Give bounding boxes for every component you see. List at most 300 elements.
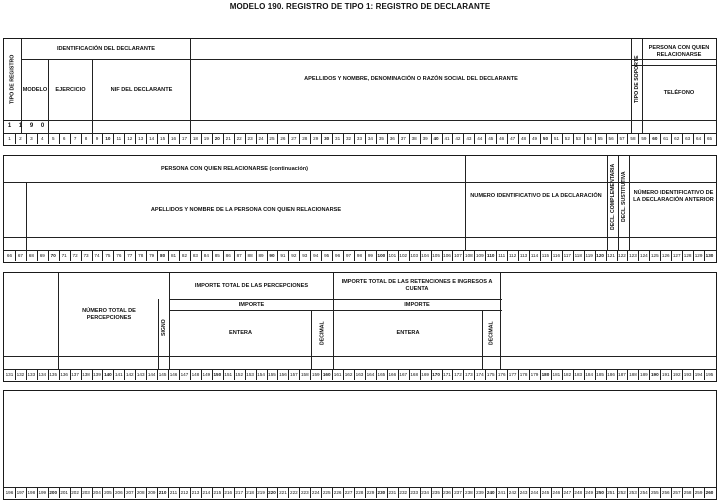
apellidos-persona-label: APELLIDOS Y NOMBRE DE LA PERSONA CON QUIEN RELACIONARSE bbox=[150, 206, 342, 213]
position-number: 78 bbox=[138, 253, 144, 258]
position-number: 164 bbox=[366, 372, 375, 377]
position-divider bbox=[649, 251, 650, 261]
position-number: 244 bbox=[530, 490, 539, 495]
position-number: 205 bbox=[104, 490, 112, 495]
apellidos-declarante-label: APELLIDOS Y NOMBRE, DENOMINACIÓN O RAZÓN SOCIAL DEL DECLARANTE bbox=[304, 76, 518, 82]
position-divider bbox=[212, 134, 213, 144]
position-divider bbox=[92, 488, 93, 498]
position-number: 184 bbox=[585, 372, 594, 377]
position-divider bbox=[245, 134, 246, 144]
position-divider bbox=[201, 488, 202, 498]
position-divider bbox=[288, 488, 289, 498]
position-divider bbox=[420, 251, 421, 261]
position-divider bbox=[59, 251, 60, 261]
modelo-label: MODELO bbox=[22, 86, 48, 93]
position-divider bbox=[179, 488, 180, 498]
position-number: 25 bbox=[269, 136, 275, 141]
position-divider bbox=[135, 488, 136, 498]
position-number: 36 bbox=[389, 136, 395, 141]
position-number: 156 bbox=[279, 372, 287, 377]
position-number: 141 bbox=[115, 372, 123, 377]
position-number: 76 bbox=[116, 253, 122, 258]
position-divider bbox=[376, 251, 377, 261]
position-number: 28 bbox=[302, 136, 308, 141]
position-numbers-row bbox=[4, 488, 715, 498]
position-divider bbox=[573, 488, 574, 498]
position-number: 219 bbox=[257, 490, 265, 495]
position-divider bbox=[310, 370, 311, 380]
position-divider bbox=[179, 134, 180, 144]
position-divider bbox=[627, 251, 628, 261]
position-number: 206 bbox=[115, 490, 123, 495]
position-divider bbox=[70, 134, 71, 144]
position-number: 82 bbox=[181, 253, 188, 258]
position-divider bbox=[693, 251, 694, 261]
position-divider bbox=[190, 134, 191, 144]
position-divider bbox=[442, 134, 443, 144]
position-divider bbox=[299, 134, 300, 144]
position-divider bbox=[157, 370, 158, 380]
importe-label-2: IMPORTE bbox=[404, 301, 430, 308]
position-number: 112 bbox=[508, 253, 517, 258]
position-number: 1 bbox=[8, 136, 11, 141]
position-divider bbox=[37, 488, 38, 498]
position-divider bbox=[584, 370, 585, 380]
position-number: 157 bbox=[290, 372, 298, 377]
position-number: 199 bbox=[38, 490, 47, 495]
position-divider bbox=[310, 251, 311, 261]
position-divider bbox=[201, 251, 202, 261]
position-number: 111 bbox=[498, 253, 506, 258]
position-number: 48 bbox=[521, 136, 527, 141]
position-divider bbox=[59, 488, 60, 498]
numero-identificativo-label: NUMERO IDENTIFICATIVO DE LA DECLARACIÓN bbox=[470, 193, 602, 199]
position-divider bbox=[81, 370, 82, 380]
importe-percepciones-label: IMPORTE TOTAL DE LAS PERCEPCIONES bbox=[194, 282, 309, 289]
position-number: 140 bbox=[104, 372, 112, 377]
position-divider bbox=[452, 488, 453, 498]
position-divider bbox=[234, 134, 235, 144]
position-divider bbox=[606, 488, 607, 498]
position-number: 24 bbox=[258, 136, 264, 141]
position-number: 149 bbox=[202, 372, 211, 377]
position-divider bbox=[223, 370, 224, 380]
position-divider bbox=[245, 370, 246, 380]
position-divider bbox=[70, 370, 71, 380]
position-number: 30 bbox=[324, 136, 330, 141]
identificacion-label: IDENTIFICACIÓN DEL DECLARANTE bbox=[56, 45, 156, 52]
position-divider bbox=[168, 488, 169, 498]
position-divider bbox=[540, 251, 541, 261]
position-number: 41 bbox=[444, 136, 450, 141]
position-divider bbox=[102, 488, 103, 498]
position-divider bbox=[474, 251, 475, 261]
position-divider bbox=[387, 488, 388, 498]
position-number: 210 bbox=[158, 490, 167, 495]
position-number: 123 bbox=[629, 253, 637, 258]
position-divider bbox=[354, 251, 355, 261]
position-divider bbox=[529, 251, 530, 261]
position-number: 7 bbox=[73, 136, 77, 141]
position-number: 60 bbox=[652, 136, 658, 141]
position-number: 197 bbox=[16, 490, 25, 495]
position-divider bbox=[671, 251, 672, 261]
position-number: 31 bbox=[335, 136, 341, 141]
position-divider bbox=[267, 251, 268, 261]
position-number: 49 bbox=[531, 136, 538, 141]
position-divider bbox=[245, 488, 246, 498]
position-divider bbox=[398, 134, 399, 144]
position-number: 226 bbox=[333, 490, 342, 495]
position-divider bbox=[463, 251, 464, 261]
position-divider bbox=[354, 134, 355, 144]
position-divider bbox=[573, 370, 574, 380]
position-divider bbox=[332, 488, 333, 498]
position-divider bbox=[638, 370, 639, 380]
position-number: 249 bbox=[585, 490, 594, 495]
position-divider bbox=[48, 134, 49, 144]
position-divider bbox=[135, 134, 136, 144]
position-number: 248 bbox=[574, 490, 583, 495]
position-number: 258 bbox=[683, 490, 692, 495]
position-divider bbox=[256, 134, 257, 144]
decl-sustitutiva-label: DECL. SUSTITUTIVA bbox=[621, 171, 627, 222]
position-number: 253 bbox=[629, 490, 637, 495]
position-number: 4 bbox=[41, 136, 44, 141]
position-number: 166 bbox=[388, 372, 397, 377]
position-divider bbox=[387, 134, 388, 144]
position-number: 242 bbox=[508, 490, 517, 495]
position-divider bbox=[474, 488, 475, 498]
position-divider bbox=[540, 488, 541, 498]
position-number: 246 bbox=[552, 490, 561, 495]
position-number: 201 bbox=[60, 490, 68, 495]
position-divider bbox=[595, 251, 596, 261]
position-divider bbox=[37, 134, 38, 144]
position-number: 68 bbox=[28, 253, 34, 258]
position-divider bbox=[201, 370, 202, 380]
position-number: 12 bbox=[127, 136, 133, 141]
position-divider bbox=[26, 370, 27, 380]
position-divider bbox=[113, 370, 114, 380]
position-divider bbox=[157, 251, 158, 261]
position-number: 42 bbox=[455, 136, 461, 141]
position-divider bbox=[398, 251, 399, 261]
position-numbers-row bbox=[4, 251, 715, 261]
position-number: 211 bbox=[169, 490, 178, 495]
position-number: 214 bbox=[202, 490, 211, 495]
position-number: 243 bbox=[519, 490, 528, 495]
position-divider bbox=[135, 251, 136, 261]
position-divider bbox=[223, 134, 224, 144]
position-number: 122 bbox=[618, 253, 626, 258]
position-divider bbox=[245, 251, 246, 261]
position-divider bbox=[102, 370, 103, 380]
position-divider bbox=[146, 488, 147, 498]
position-number: 98 bbox=[356, 253, 363, 258]
position-divider bbox=[474, 134, 475, 144]
position-number: 127 bbox=[672, 253, 681, 258]
position-divider bbox=[387, 370, 388, 380]
importe-retenciones-label: IMPORTE TOTAL DE LAS RETENCIONES E INGRESOS A CUENTA bbox=[341, 279, 493, 292]
position-divider bbox=[452, 251, 453, 261]
position-divider bbox=[190, 488, 191, 498]
position-number: 89 bbox=[258, 253, 264, 258]
position-divider bbox=[288, 370, 289, 380]
position-number: 92 bbox=[291, 253, 297, 258]
position-number: 5 bbox=[51, 136, 55, 141]
block-4-reserved bbox=[3, 390, 717, 500]
position-divider bbox=[376, 488, 377, 498]
position-number: 113 bbox=[519, 253, 528, 258]
position-number: 136 bbox=[60, 372, 68, 377]
position-divider bbox=[682, 251, 683, 261]
position-number: 168 bbox=[410, 372, 419, 377]
position-number: 50 bbox=[542, 136, 549, 141]
position-divider bbox=[26, 488, 27, 498]
position-divider bbox=[398, 370, 399, 380]
position-divider bbox=[277, 370, 278, 380]
position-number: 9 bbox=[95, 136, 99, 141]
entera-label-2: ENTERA bbox=[396, 330, 420, 336]
position-divider bbox=[420, 370, 421, 380]
position-number: 6 bbox=[62, 136, 66, 141]
position-divider bbox=[376, 134, 377, 144]
value-pos-3: 9 bbox=[29, 123, 34, 129]
position-divider bbox=[113, 251, 114, 261]
position-divider bbox=[310, 134, 311, 144]
position-divider bbox=[584, 251, 585, 261]
position-divider bbox=[562, 488, 563, 498]
position-number: 190 bbox=[650, 372, 659, 377]
position-number: 228 bbox=[355, 490, 364, 495]
nif-label: NIF DEL DECLARANTE bbox=[110, 86, 173, 93]
position-divider bbox=[649, 370, 650, 380]
position-divider bbox=[387, 251, 388, 261]
position-divider bbox=[584, 134, 585, 144]
position-divider bbox=[562, 134, 563, 144]
position-number: 186 bbox=[607, 372, 615, 377]
position-number: 195 bbox=[705, 372, 714, 377]
position-divider bbox=[693, 370, 694, 380]
position-number: 189 bbox=[640, 372, 648, 377]
value-pos-4: 0 bbox=[40, 123, 45, 129]
position-divider bbox=[168, 251, 169, 261]
position-divider bbox=[573, 134, 574, 144]
position-number: 64 bbox=[696, 136, 702, 141]
position-number: 256 bbox=[661, 490, 670, 495]
position-number: 65 bbox=[706, 136, 713, 141]
position-divider bbox=[256, 488, 257, 498]
position-number: 251 bbox=[607, 490, 615, 495]
position-divider bbox=[474, 370, 475, 380]
position-number: 225 bbox=[322, 490, 331, 495]
position-divider bbox=[507, 251, 508, 261]
position-number: 237 bbox=[454, 490, 462, 495]
position-number: 75 bbox=[105, 253, 111, 258]
position-number: 97 bbox=[345, 253, 352, 258]
position-number: 163 bbox=[355, 372, 364, 377]
position-number: 99 bbox=[367, 253, 373, 258]
position-number: 35 bbox=[378, 136, 384, 141]
position-divider bbox=[551, 251, 552, 261]
position-divider bbox=[321, 134, 322, 144]
position-number: 106 bbox=[443, 253, 451, 258]
position-number: 194 bbox=[694, 372, 703, 377]
position-divider bbox=[354, 370, 355, 380]
position-number: 8 bbox=[84, 136, 88, 141]
position-divider bbox=[256, 251, 257, 261]
position-divider bbox=[277, 488, 278, 498]
position-number: 147 bbox=[180, 372, 189, 377]
position-number: 240 bbox=[486, 490, 495, 495]
position-number: 118 bbox=[574, 253, 582, 258]
position-divider bbox=[442, 251, 443, 261]
position-number: 102 bbox=[399, 253, 408, 258]
position-number: 85 bbox=[214, 253, 220, 258]
position-number: 222 bbox=[290, 490, 298, 495]
position-number: 238 bbox=[465, 490, 473, 495]
position-divider bbox=[70, 488, 71, 498]
position-number: 204 bbox=[93, 490, 101, 495]
position-numbers-row bbox=[4, 134, 715, 144]
position-divider bbox=[81, 134, 82, 144]
position-divider bbox=[37, 370, 38, 380]
position-divider bbox=[638, 251, 639, 261]
position-number: 80 bbox=[160, 253, 166, 258]
position-divider bbox=[452, 370, 453, 380]
position-number: 133 bbox=[27, 372, 36, 377]
position-divider bbox=[463, 134, 464, 144]
position-number: 234 bbox=[421, 490, 429, 495]
position-number: 152 bbox=[235, 372, 243, 377]
position-divider bbox=[649, 488, 650, 498]
position-number: 203 bbox=[82, 490, 90, 495]
position-number: 108 bbox=[465, 253, 473, 258]
position-number: 153 bbox=[246, 372, 254, 377]
position-divider bbox=[671, 488, 672, 498]
position-divider bbox=[190, 251, 191, 261]
position-divider bbox=[562, 370, 563, 380]
position-divider bbox=[442, 488, 443, 498]
position-number: 255 bbox=[650, 490, 659, 495]
position-divider bbox=[288, 251, 289, 261]
position-number: 215 bbox=[213, 490, 222, 495]
persona-continuacion-label: PERSONA CON QUIEN RELACIONARSE (continuación) bbox=[160, 165, 309, 172]
position-number: 100 bbox=[377, 253, 386, 258]
position-number: 45 bbox=[488, 136, 494, 141]
position-divider bbox=[540, 370, 541, 380]
position-number: 61 bbox=[663, 136, 669, 141]
position-divider bbox=[595, 370, 596, 380]
position-number: 19 bbox=[203, 136, 209, 141]
position-number: 47 bbox=[510, 136, 516, 141]
position-number: 150 bbox=[213, 372, 222, 377]
position-number: 2 bbox=[19, 136, 22, 141]
position-number: 86 bbox=[225, 253, 231, 258]
position-number: 167 bbox=[399, 372, 408, 377]
position-number: 191 bbox=[661, 372, 670, 377]
importe-label: IMPORTE bbox=[238, 301, 265, 308]
position-number: 27 bbox=[291, 136, 297, 141]
position-number: 162 bbox=[344, 372, 353, 377]
position-divider bbox=[92, 134, 93, 144]
position-number: 172 bbox=[454, 372, 462, 377]
position-divider bbox=[288, 134, 289, 144]
position-number: 239 bbox=[475, 490, 484, 495]
position-number: 109 bbox=[475, 253, 484, 258]
position-divider bbox=[321, 370, 322, 380]
position-divider bbox=[321, 251, 322, 261]
position-number: 223 bbox=[300, 490, 309, 495]
position-number: 161 bbox=[333, 372, 342, 377]
position-number: 138 bbox=[82, 372, 90, 377]
position-number: 17 bbox=[181, 136, 188, 141]
position-number: 126 bbox=[661, 253, 670, 258]
position-number: 69 bbox=[39, 253, 45, 258]
position-number: 114 bbox=[530, 253, 539, 258]
position-number: 236 bbox=[443, 490, 451, 495]
position-number: 57 bbox=[619, 136, 625, 141]
position-number: 235 bbox=[432, 490, 440, 495]
position-divider bbox=[420, 488, 421, 498]
position-number: 185 bbox=[596, 372, 604, 377]
position-divider bbox=[168, 134, 169, 144]
position-number: 53 bbox=[575, 136, 581, 141]
position-number: 128 bbox=[683, 253, 692, 258]
position-divider bbox=[234, 251, 235, 261]
position-divider bbox=[157, 134, 158, 144]
position-number: 202 bbox=[71, 490, 79, 495]
position-divider bbox=[431, 488, 432, 498]
page-title: MODELO 190. REGISTRO DE TIPO 1: REGISTRO DE DECLARANTE bbox=[229, 2, 491, 11]
position-number: 73 bbox=[83, 253, 89, 258]
position-divider bbox=[496, 134, 497, 144]
position-number: 105 bbox=[432, 253, 440, 258]
position-divider bbox=[190, 370, 191, 380]
position-number: 170 bbox=[432, 372, 440, 377]
position-divider bbox=[332, 134, 333, 144]
position-number: 32 bbox=[345, 136, 352, 141]
position-divider bbox=[617, 134, 618, 144]
position-number: 183 bbox=[574, 372, 583, 377]
position-divider bbox=[15, 134, 16, 144]
position-number: 130 bbox=[705, 253, 714, 258]
position-divider bbox=[267, 134, 268, 144]
position-divider bbox=[376, 370, 377, 380]
position-divider bbox=[409, 370, 410, 380]
position-number: 160 bbox=[322, 372, 331, 377]
position-number: 52 bbox=[564, 136, 570, 141]
position-divider bbox=[485, 134, 486, 144]
position-number: 26 bbox=[280, 136, 286, 141]
position-number: 119 bbox=[585, 253, 593, 258]
position-number: 233 bbox=[410, 490, 419, 495]
position-number: 178 bbox=[519, 372, 528, 377]
position-divider bbox=[660, 488, 661, 498]
position-number: 96 bbox=[335, 253, 341, 258]
position-divider bbox=[15, 251, 16, 261]
position-divider bbox=[660, 370, 661, 380]
position-divider bbox=[704, 370, 705, 380]
position-number: 227 bbox=[344, 490, 353, 495]
position-number: 124 bbox=[640, 253, 648, 258]
position-number: 221 bbox=[279, 490, 287, 495]
position-number: 15 bbox=[160, 136, 166, 141]
position-number: 175 bbox=[486, 372, 495, 377]
position-divider bbox=[551, 370, 552, 380]
position-divider bbox=[212, 251, 213, 261]
